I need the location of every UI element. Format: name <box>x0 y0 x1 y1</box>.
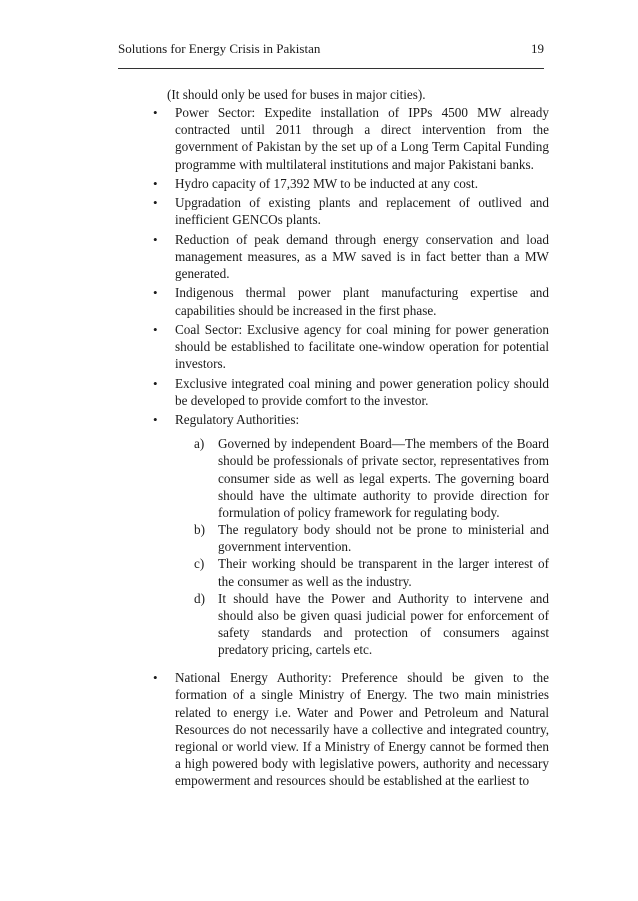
running-header <box>118 41 544 57</box>
recommendation-list <box>153 104 549 789</box>
bullet-icon: • <box>153 231 158 247</box>
page-body <box>153 86 549 792</box>
sub-list-marker: d) <box>194 590 205 606</box>
sub-list-marker: b) <box>194 522 205 538</box>
bullet-icon: • <box>153 175 158 191</box>
list-item <box>153 231 549 282</box>
list-item-text: National Energy Authority: Preference should be given to the formation of a single Ministry of Energy. The two main ministries related to energy i.e. Water and Power and Petroleum and Natural Resources do not necessarily have a collective and integrated country, regional or world view. If a Ministry of Energy cannot be formed then a high powered body with legislative powers, authority and necessary empowerment and resources should be established at the earliest to <box>175 670 549 789</box>
list-item <box>153 669 549 789</box>
bullet-icon: • <box>153 105 158 121</box>
list-item-text: Power Sector: Expedite installation of IPPs 4500 MW already contracted until 2011 through a direct intervention from the government of Pakistan by the set up of a Long Term Capital Funding programme with multilateral institutions and major Pakistani banks. <box>175 105 549 172</box>
bullet-icon: • <box>153 285 158 301</box>
list-item-text: Reduction of peak demand through energy conservation and load management measures, as a MW saved is in fact better than a MW generated. <box>175 231 549 282</box>
list-item <box>153 194 549 228</box>
list-item-text: Exclusive integrated coal mining and power generation policy should be developed to provide comfort to the investor. <box>175 375 549 408</box>
list-item <box>153 411 549 658</box>
regulatory-sublist <box>175 435 549 658</box>
header-rule <box>118 68 544 69</box>
bullet-icon: • <box>153 195 158 211</box>
bullet-icon: • <box>153 412 158 428</box>
page-number: 19 <box>531 41 544 56</box>
list-item-text: Regulatory Authorities: <box>175 412 300 428</box>
list-item-text: Indigenous thermal power plant manufacturing expertise and capabilities should be increased in the first phase. <box>175 285 549 318</box>
list-item <box>153 175 549 192</box>
bullet-icon: • <box>153 670 158 686</box>
list-item <box>153 375 549 409</box>
sub-list-text: Their working should be transparent in the larger interest of the consumer as well as the industry. <box>218 556 549 589</box>
sub-list-text: The regulatory body should not be prone to ministerial and government intervention. <box>218 522 549 555</box>
sub-list-marker: c) <box>194 556 205 572</box>
sub-list-item <box>194 555 549 589</box>
list-item-text: Hydro capacity of 17,392 MW to be inducted at any cost. <box>175 175 478 191</box>
sub-list-text: It should have the Power and Authority to intervene and should also be given quasi judicial power for enforcement of safety standards and protection of consumers against predatory pricing, cartels etc. <box>218 590 549 658</box>
sub-list-item <box>194 590 549 659</box>
sub-list-marker: a) <box>194 436 205 452</box>
sub-list-item <box>194 435 549 521</box>
list-item <box>153 104 549 173</box>
intro-paragraph: (It should only be used for buses in major cities). <box>167 87 426 102</box>
list-item <box>153 321 549 372</box>
sub-list-item <box>194 521 549 555</box>
header-title: Solutions for Energy Crisis in Pakistan <box>118 41 321 56</box>
list-item <box>153 284 549 318</box>
bullet-icon: • <box>153 321 158 337</box>
bullet-icon: • <box>153 375 158 391</box>
sub-list-text: Governed by independent Board—The members of the Board should be professionals of private sector, representatives from consumer side as well as legal experts. The governing board should have the ultimate authority to provide direction for formulation of policy framework for regulating body. <box>218 436 549 520</box>
list-item-text: Coal Sector: Exclusive agency for coal mining for power generation should be established to facilitate one-window operation for potential investors. <box>175 321 549 372</box>
list-item-text: Upgradation of existing plants and replacement of outlived and inefficient GENCOs plants. <box>175 195 549 228</box>
